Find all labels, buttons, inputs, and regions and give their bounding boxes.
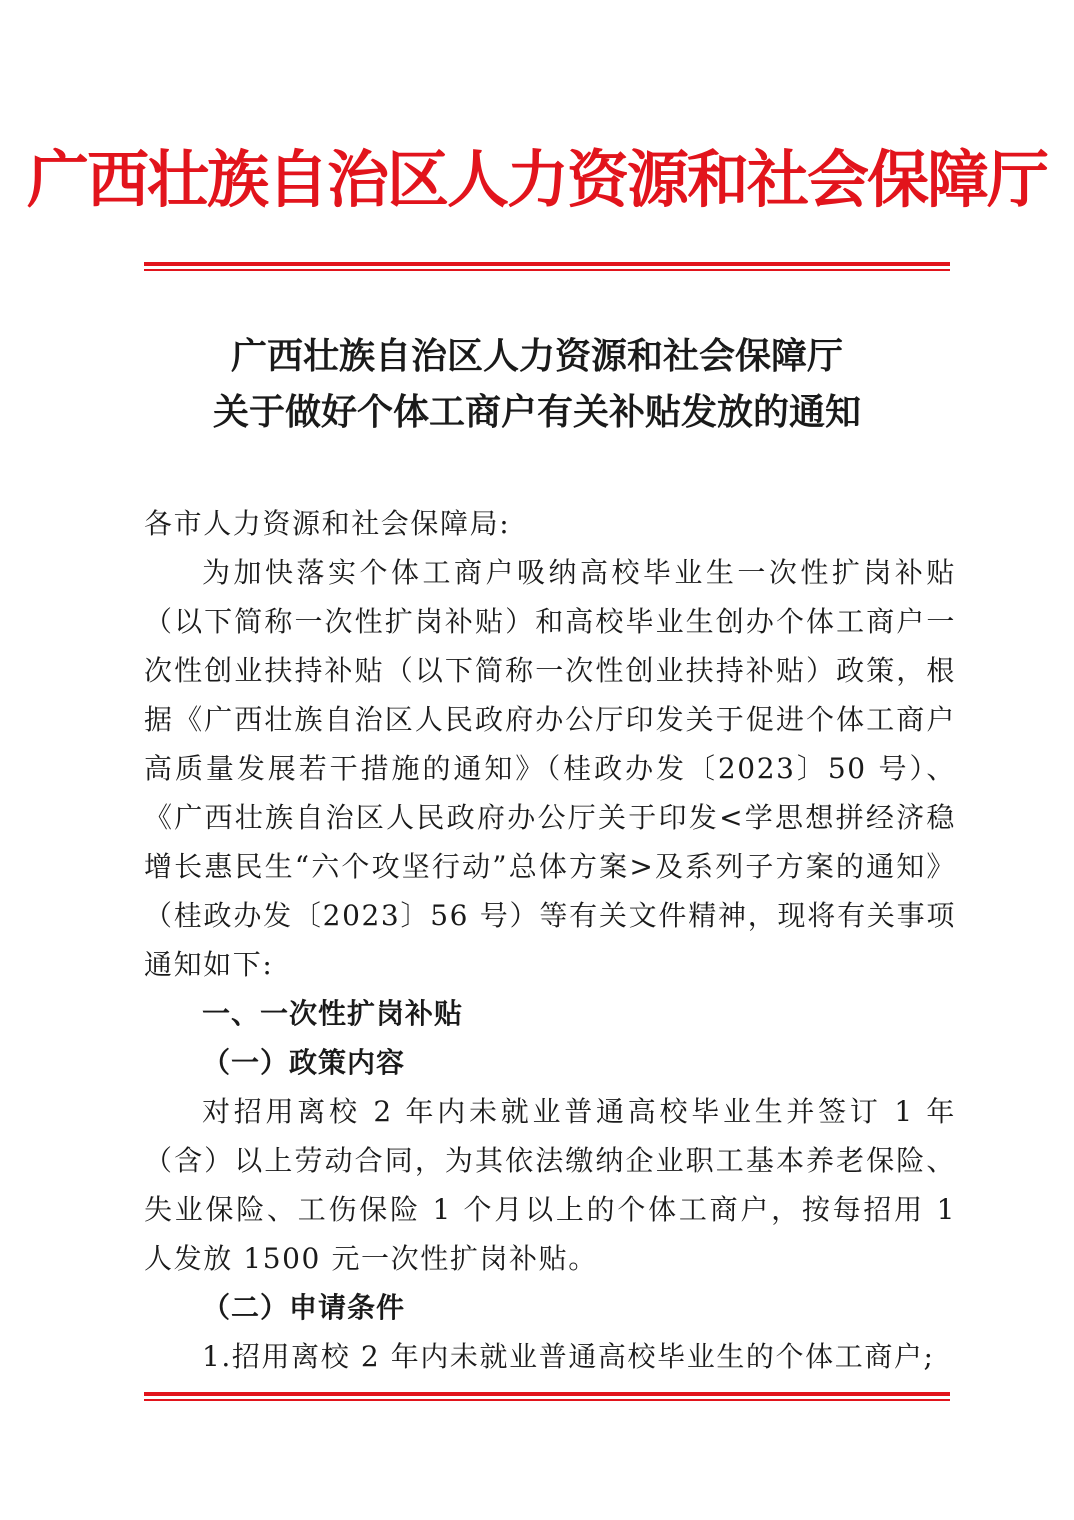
document-title [0, 328, 1074, 440]
salutation: 各市人力资源和社会保障局: [144, 507, 511, 540]
divider-thin-line [144, 1399, 950, 1401]
divider-thick-line [144, 262, 950, 266]
section-heading-1: 一、一次性扩岗补贴 [202, 997, 464, 1030]
footer-red-divider [144, 1392, 950, 1401]
title-line-2: 关于做好个体工商户有关补贴发放的通知 [212, 391, 861, 433]
intro-paragraph: 为加快落实个体工商户吸纳高校毕业生一次性扩岗补贴（以下简称一次性扩岗补贴）和高校毕业生创办个体工商户一次性创业扶持补贴（以下简称一次性创业扶持补贴）政策，根据《广西壮族自治区人民政府办公厅印发关于促进个体工商户高质量发展若干措施的通知》（桂政办发〔2023〕50 号）、《广西壮族自治区人民政府办公厅关于印发<学思想拼经济稳增长惠民生“六个攻坚行动”总体方案>及系列子方案的通知》（桂政办发〔2023〕56 号）等有关文件精神，现将有关事项通知如下: [144, 556, 956, 981]
title-line-1: 广西壮族自治区人力资源和社会保障厅 [230, 335, 843, 377]
document-body [144, 499, 956, 1381]
header-red-divider [144, 262, 950, 271]
divider-thin-line [144, 269, 950, 271]
divider-thick-line [144, 1392, 950, 1396]
subsection-heading-policy: （一）政策内容 [202, 1046, 406, 1079]
policy-content-paragraph: 对招用离校 2 年内未就业普通高校毕业生并签订 1 年（含）以上劳动合同，为其依法缴纳企业职工基本养老保险、失业保险、工伤保险 1 个月以上的个体工商户，按每招用 1 人发放 1500 元一次性扩岗补贴。 [144, 1095, 956, 1275]
subsection-heading-conditions: （二）申请条件 [202, 1291, 406, 1324]
condition-item-1: 1.招用离校 2 年内未就业普通高校毕业生的个体工商户; [202, 1340, 935, 1373]
issuing-authority-header: 广西壮族自治区人力资源和社会保障厅 [26, 143, 1047, 216]
